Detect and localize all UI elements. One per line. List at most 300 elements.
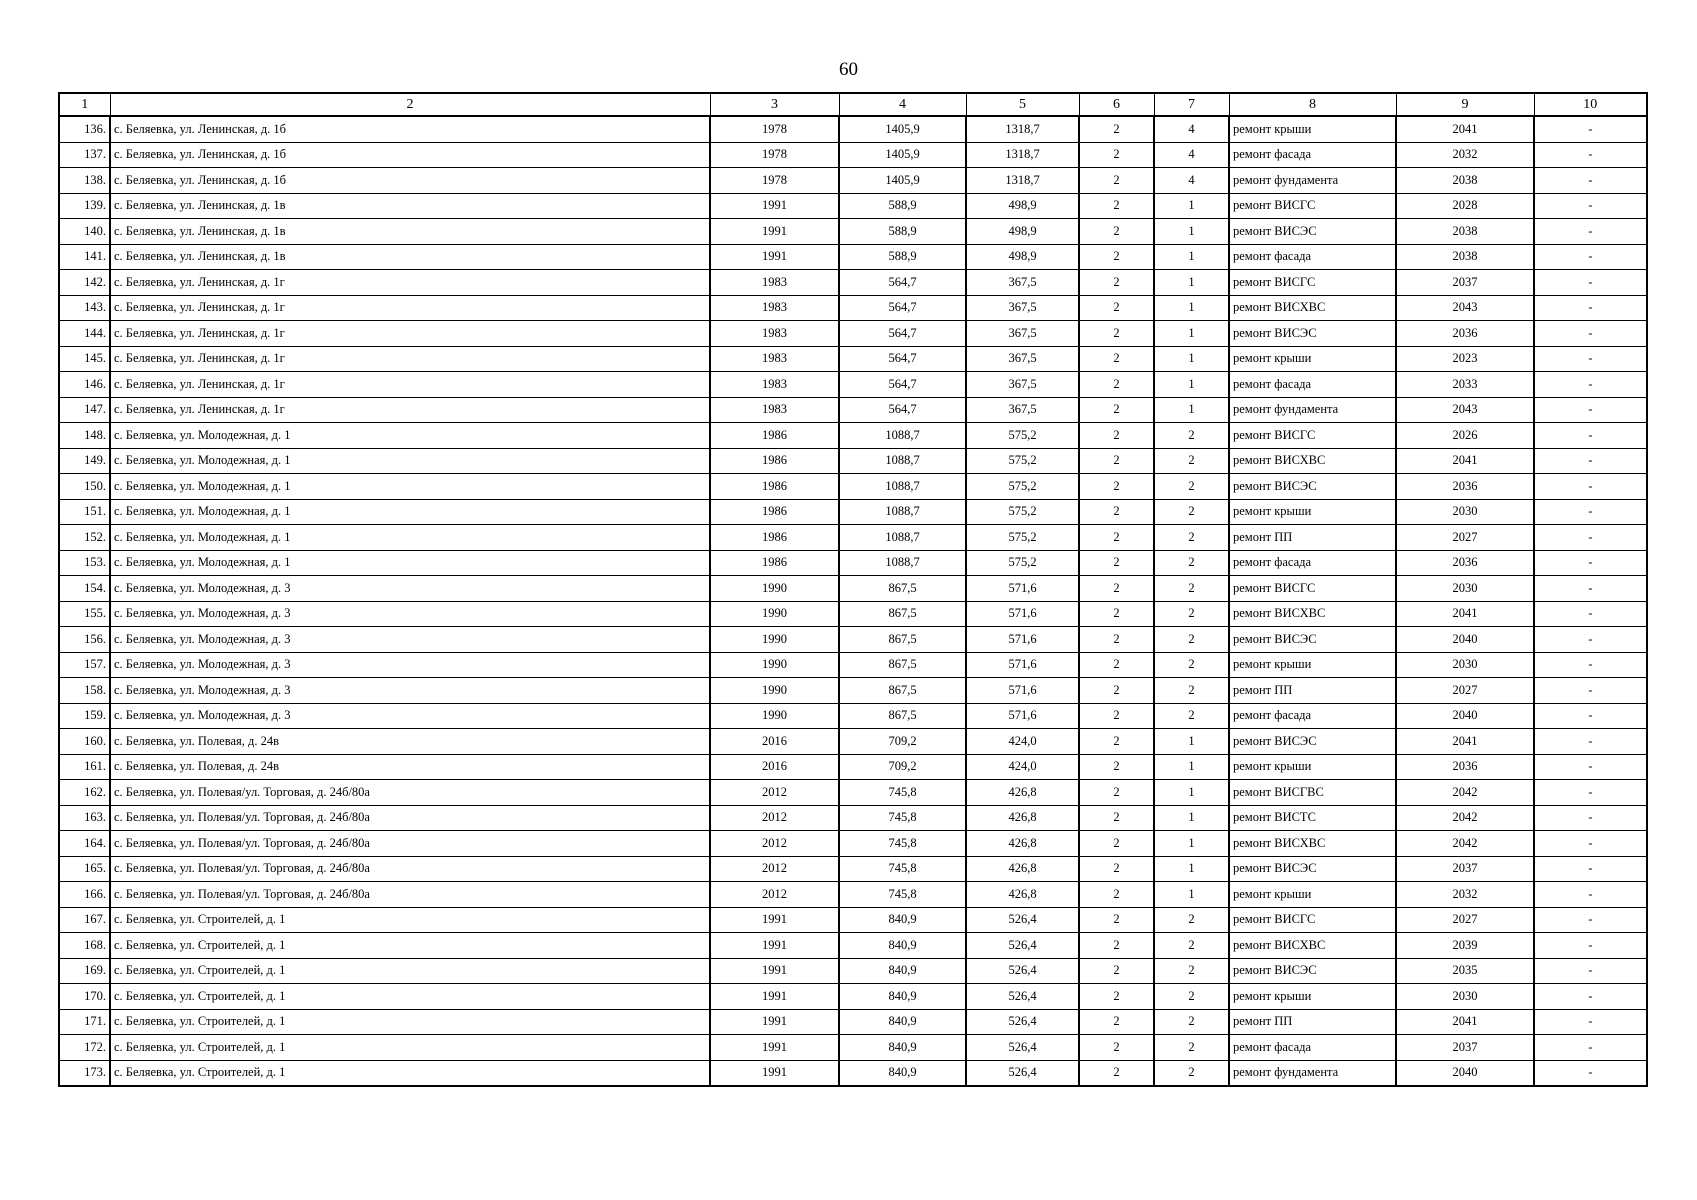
floors-cell: 2 [1079, 805, 1154, 831]
row-number-cell: 150. [59, 474, 110, 500]
build-year-cell: 1991 [710, 933, 839, 959]
planned-year-cell: 2043 [1396, 295, 1534, 321]
floors-cell: 2 [1079, 346, 1154, 372]
build-year-cell: 1983 [710, 397, 839, 423]
total-area-cell: 588,9 [839, 244, 966, 270]
planned-year-cell: 2038 [1396, 168, 1534, 194]
entrances-cell: 1 [1154, 295, 1229, 321]
note-cell: - [1534, 984, 1647, 1010]
planned-year-cell: 2041 [1396, 1009, 1534, 1035]
build-year-cell: 1991 [710, 193, 839, 219]
total-area-cell: 745,8 [839, 805, 966, 831]
repair-type-cell: ремонт ВИСЭС [1229, 627, 1396, 653]
note-cell: - [1534, 678, 1647, 704]
entrances-cell: 1 [1154, 346, 1229, 372]
repair-type-cell: ремонт крыши [1229, 116, 1396, 142]
entrances-cell: 1 [1154, 321, 1229, 347]
living-area-cell: 367,5 [966, 270, 1079, 296]
total-area-cell: 1088,7 [839, 448, 966, 474]
floors-cell: 2 [1079, 244, 1154, 270]
note-cell: - [1534, 397, 1647, 423]
floors-cell: 2 [1079, 219, 1154, 245]
address-cell: с. Беляевка, ул. Строителей, д. 1 [110, 958, 710, 984]
note-cell: - [1534, 1009, 1647, 1035]
build-year-cell: 2016 [710, 754, 839, 780]
address-cell: с. Беляевка, ул. Ленинская, д. 1г [110, 321, 710, 347]
floors-cell: 2 [1079, 576, 1154, 602]
table-row [59, 1009, 1647, 1035]
entrances-cell: 2 [1154, 984, 1229, 1010]
table-row [59, 193, 1647, 219]
total-area-cell: 1088,7 [839, 550, 966, 576]
floors-cell: 2 [1079, 168, 1154, 194]
living-area-cell: 426,8 [966, 805, 1079, 831]
note-cell: - [1534, 550, 1647, 576]
planned-year-cell: 2040 [1396, 703, 1534, 729]
row-number-cell: 146. [59, 372, 110, 398]
floors-cell: 2 [1079, 933, 1154, 959]
living-area-cell: 571,6 [966, 678, 1079, 704]
build-year-cell: 1983 [710, 295, 839, 321]
floors-cell: 2 [1079, 627, 1154, 653]
note-cell: - [1534, 754, 1647, 780]
repair-type-cell: ремонт фасада [1229, 703, 1396, 729]
living-area-cell: 498,9 [966, 193, 1079, 219]
table-row [59, 907, 1647, 933]
repair-type-cell: ремонт ВИСЭС [1229, 958, 1396, 984]
planned-year-cell: 2036 [1396, 550, 1534, 576]
note-cell: - [1534, 525, 1647, 551]
note-cell: - [1534, 601, 1647, 627]
build-year-cell: 2012 [710, 780, 839, 806]
living-area-cell: 367,5 [966, 295, 1079, 321]
build-year-cell: 1978 [710, 168, 839, 194]
build-year-cell: 1983 [710, 372, 839, 398]
table-row [59, 601, 1647, 627]
repair-type-cell: ремонт ПП [1229, 678, 1396, 704]
planned-year-cell: 2042 [1396, 831, 1534, 857]
entrances-cell: 1 [1154, 729, 1229, 755]
total-area-cell: 709,2 [839, 729, 966, 755]
planned-year-cell: 2041 [1396, 601, 1534, 627]
column-number-header-row [59, 93, 1647, 116]
row-number-cell: 138. [59, 168, 110, 194]
entrances-cell: 2 [1154, 448, 1229, 474]
row-number-cell: 136. [59, 116, 110, 142]
total-area-cell: 564,7 [839, 321, 966, 347]
table-row [59, 423, 1647, 449]
total-area-cell: 1405,9 [839, 116, 966, 142]
address-cell: с. Беляевка, ул. Полевая, д. 24в [110, 729, 710, 755]
entrances-cell: 2 [1154, 1009, 1229, 1035]
row-number-cell: 170. [59, 984, 110, 1010]
total-area-cell: 745,8 [839, 882, 966, 908]
build-year-cell: 1978 [710, 116, 839, 142]
row-number-cell: 142. [59, 270, 110, 296]
living-area-cell: 526,4 [966, 984, 1079, 1010]
total-area-cell: 588,9 [839, 193, 966, 219]
address-cell: с. Беляевка, ул. Ленинская, д. 1б [110, 142, 710, 168]
table-row [59, 168, 1647, 194]
table-row [59, 652, 1647, 678]
planned-year-cell: 2039 [1396, 933, 1534, 959]
address-cell: с. Беляевка, ул. Полевая/ул. Торговая, д. 24б/80а [110, 856, 710, 882]
entrances-cell: 2 [1154, 652, 1229, 678]
note-cell: - [1534, 372, 1647, 398]
entrances-cell: 1 [1154, 831, 1229, 857]
floors-cell: 2 [1079, 295, 1154, 321]
table-row [59, 1060, 1647, 1086]
row-number-cell: 159. [59, 703, 110, 729]
note-cell: - [1534, 499, 1647, 525]
address-cell: с. Беляевка, ул. Молодежная, д. 1 [110, 474, 710, 500]
table-row [59, 729, 1647, 755]
living-area-cell: 571,6 [966, 652, 1079, 678]
column-header-1: 1 [59, 93, 110, 116]
entrances-cell: 1 [1154, 244, 1229, 270]
planned-year-cell: 2043 [1396, 397, 1534, 423]
build-year-cell: 1978 [710, 142, 839, 168]
entrances-cell: 2 [1154, 627, 1229, 653]
floors-cell: 2 [1079, 193, 1154, 219]
address-cell: с. Беляевка, ул. Молодежная, д. 3 [110, 627, 710, 653]
note-cell: - [1534, 652, 1647, 678]
planned-year-cell: 2030 [1396, 652, 1534, 678]
address-cell: с. Беляевка, ул. Ленинская, д. 1г [110, 270, 710, 296]
living-area-cell: 426,8 [966, 882, 1079, 908]
note-cell: - [1534, 219, 1647, 245]
row-number-cell: 141. [59, 244, 110, 270]
floors-cell: 2 [1079, 1060, 1154, 1086]
table-row [59, 321, 1647, 347]
living-area-cell: 575,2 [966, 525, 1079, 551]
repair-type-cell: ремонт ВИСГВС [1229, 780, 1396, 806]
row-number-cell: 166. [59, 882, 110, 908]
build-year-cell: 2012 [710, 805, 839, 831]
planned-year-cell: 2023 [1396, 346, 1534, 372]
row-number-cell: 156. [59, 627, 110, 653]
table-row [59, 499, 1647, 525]
living-area-cell: 367,5 [966, 397, 1079, 423]
repair-type-cell: ремонт ВИСХВС [1229, 831, 1396, 857]
living-area-cell: 426,8 [966, 831, 1079, 857]
table-row [59, 448, 1647, 474]
repair-type-cell: ремонт ВИСЭС [1229, 321, 1396, 347]
living-area-cell: 571,6 [966, 703, 1079, 729]
note-cell: - [1534, 958, 1647, 984]
planned-year-cell: 2042 [1396, 805, 1534, 831]
entrances-cell: 1 [1154, 397, 1229, 423]
total-area-cell: 564,7 [839, 372, 966, 398]
build-year-cell: 1983 [710, 321, 839, 347]
planned-year-cell: 2028 [1396, 193, 1534, 219]
repair-type-cell: ремонт фасада [1229, 550, 1396, 576]
table-row [59, 933, 1647, 959]
note-cell: - [1534, 244, 1647, 270]
row-number-cell: 154. [59, 576, 110, 602]
entrances-cell: 2 [1154, 678, 1229, 704]
build-year-cell: 1986 [710, 525, 839, 551]
note-cell: - [1534, 1035, 1647, 1061]
address-cell: с. Беляевка, ул. Молодежная, д. 3 [110, 678, 710, 704]
planned-year-cell: 2036 [1396, 321, 1534, 347]
floors-cell: 2 [1079, 882, 1154, 908]
build-year-cell: 1983 [710, 270, 839, 296]
entrances-cell: 2 [1154, 423, 1229, 449]
row-number-cell: 163. [59, 805, 110, 831]
floors-cell: 2 [1079, 729, 1154, 755]
column-header-3: 3 [710, 93, 839, 116]
column-header-8: 8 [1229, 93, 1396, 116]
note-cell: - [1534, 346, 1647, 372]
living-area-cell: 1318,7 [966, 142, 1079, 168]
address-cell: с. Беляевка, ул. Молодежная, д. 1 [110, 550, 710, 576]
total-area-cell: 745,8 [839, 831, 966, 857]
floors-cell: 2 [1079, 270, 1154, 296]
total-area-cell: 840,9 [839, 933, 966, 959]
build-year-cell: 1991 [710, 219, 839, 245]
note-cell: - [1534, 193, 1647, 219]
floors-cell: 2 [1079, 397, 1154, 423]
planned-year-cell: 2026 [1396, 423, 1534, 449]
repair-type-cell: ремонт ВИСХВС [1229, 448, 1396, 474]
table-row [59, 397, 1647, 423]
floors-cell: 2 [1079, 601, 1154, 627]
living-area-cell: 575,2 [966, 499, 1079, 525]
repair-type-cell: ремонт фасада [1229, 142, 1396, 168]
address-cell: с. Беляевка, ул. Молодежная, д. 3 [110, 703, 710, 729]
build-year-cell: 1991 [710, 958, 839, 984]
repair-type-cell: ремонт ВИСГС [1229, 576, 1396, 602]
row-number-cell: 172. [59, 1035, 110, 1061]
table-row [59, 372, 1647, 398]
row-number-cell: 171. [59, 1009, 110, 1035]
entrances-cell: 1 [1154, 372, 1229, 398]
entrances-cell: 4 [1154, 168, 1229, 194]
floors-cell: 2 [1079, 754, 1154, 780]
entrances-cell: 2 [1154, 933, 1229, 959]
planned-year-cell: 2030 [1396, 984, 1534, 1010]
build-year-cell: 2012 [710, 882, 839, 908]
total-area-cell: 564,7 [839, 397, 966, 423]
column-header-5: 5 [966, 93, 1079, 116]
total-area-cell: 588,9 [839, 219, 966, 245]
floors-cell: 2 [1079, 703, 1154, 729]
planned-year-cell: 2037 [1396, 1035, 1534, 1061]
entrances-cell: 1 [1154, 219, 1229, 245]
note-cell: - [1534, 576, 1647, 602]
row-number-cell: 169. [59, 958, 110, 984]
total-area-cell: 840,9 [839, 907, 966, 933]
row-number-cell: 137. [59, 142, 110, 168]
total-area-cell: 867,5 [839, 703, 966, 729]
table-row [59, 805, 1647, 831]
build-year-cell: 1986 [710, 499, 839, 525]
planned-year-cell: 2035 [1396, 958, 1534, 984]
floors-cell: 2 [1079, 525, 1154, 551]
planned-year-cell: 2032 [1396, 142, 1534, 168]
entrances-cell: 2 [1154, 525, 1229, 551]
repair-type-cell: ремонт ВИСХВС [1229, 933, 1396, 959]
total-area-cell: 745,8 [839, 780, 966, 806]
planned-year-cell: 2027 [1396, 907, 1534, 933]
build-year-cell: 1990 [710, 703, 839, 729]
table-row [59, 1035, 1647, 1061]
total-area-cell: 840,9 [839, 958, 966, 984]
living-area-cell: 526,4 [966, 1060, 1079, 1086]
repair-type-cell: ремонт крыши [1229, 882, 1396, 908]
floors-cell: 2 [1079, 448, 1154, 474]
row-number-cell: 165. [59, 856, 110, 882]
total-area-cell: 867,5 [839, 576, 966, 602]
living-area-cell: 526,4 [966, 1009, 1079, 1035]
repair-type-cell: ремонт фасада [1229, 244, 1396, 270]
total-area-cell: 1088,7 [839, 474, 966, 500]
total-area-cell: 1405,9 [839, 142, 966, 168]
address-cell: с. Беляевка, ул. Молодежная, д. 3 [110, 601, 710, 627]
planned-year-cell: 2041 [1396, 448, 1534, 474]
repair-type-cell: ремонт ВИСГС [1229, 270, 1396, 296]
repair-schedule-table [58, 92, 1648, 1087]
address-cell: с. Беляевка, ул. Ленинская, д. 1г [110, 372, 710, 398]
total-area-cell: 840,9 [839, 1060, 966, 1086]
total-area-cell: 564,7 [839, 270, 966, 296]
floors-cell: 2 [1079, 856, 1154, 882]
living-area-cell: 367,5 [966, 346, 1079, 372]
column-header-7: 7 [1154, 93, 1229, 116]
note-cell: - [1534, 703, 1647, 729]
row-number-cell: 164. [59, 831, 110, 857]
build-year-cell: 1990 [710, 576, 839, 602]
living-area-cell: 424,0 [966, 754, 1079, 780]
table-body [59, 116, 1647, 1086]
planned-year-cell: 2041 [1396, 116, 1534, 142]
row-number-cell: 168. [59, 933, 110, 959]
build-year-cell: 1991 [710, 244, 839, 270]
entrances-cell: 1 [1154, 193, 1229, 219]
address-cell: с. Беляевка, ул. Ленинская, д. 1г [110, 295, 710, 321]
note-cell: - [1534, 627, 1647, 653]
planned-year-cell: 2032 [1396, 882, 1534, 908]
address-cell: с. Беляевка, ул. Строителей, д. 1 [110, 1009, 710, 1035]
note-cell: - [1534, 805, 1647, 831]
column-header-4: 4 [839, 93, 966, 116]
planned-year-cell: 2030 [1396, 576, 1534, 602]
address-cell: с. Беляевка, ул. Молодежная, д. 1 [110, 448, 710, 474]
repair-type-cell: ремонт ВИСЭС [1229, 219, 1396, 245]
row-number-cell: 162. [59, 780, 110, 806]
floors-cell: 2 [1079, 678, 1154, 704]
floors-cell: 2 [1079, 652, 1154, 678]
row-number-cell: 140. [59, 219, 110, 245]
table-row [59, 270, 1647, 296]
address-cell: с. Беляевка, ул. Полевая/ул. Торговая, д. 24б/80а [110, 805, 710, 831]
table-row [59, 958, 1647, 984]
table-row [59, 703, 1647, 729]
table-row [59, 219, 1647, 245]
living-area-cell: 367,5 [966, 321, 1079, 347]
build-year-cell: 1990 [710, 601, 839, 627]
build-year-cell: 2012 [710, 831, 839, 857]
column-header-9: 9 [1396, 93, 1534, 116]
planned-year-cell: 2042 [1396, 780, 1534, 806]
table-row [59, 346, 1647, 372]
floors-cell: 2 [1079, 474, 1154, 500]
build-year-cell: 1983 [710, 346, 839, 372]
repair-type-cell: ремонт ВИСТС [1229, 805, 1396, 831]
build-year-cell: 2012 [710, 856, 839, 882]
total-area-cell: 867,5 [839, 601, 966, 627]
address-cell: с. Беляевка, ул. Полевая/ул. Торговая, д. 24б/80а [110, 882, 710, 908]
column-header-10: 10 [1534, 93, 1647, 116]
row-number-cell: 160. [59, 729, 110, 755]
living-area-cell: 526,4 [966, 933, 1079, 959]
entrances-cell: 2 [1154, 601, 1229, 627]
entrances-cell: 4 [1154, 116, 1229, 142]
table-row [59, 525, 1647, 551]
repair-type-cell: ремонт ВИСЭС [1229, 729, 1396, 755]
address-cell: с. Беляевка, ул. Ленинская, д. 1в [110, 244, 710, 270]
repair-type-cell: ремонт ВИСЭС [1229, 856, 1396, 882]
address-cell: с. Беляевка, ул. Полевая/ул. Торговая, д. 24б/80а [110, 831, 710, 857]
row-number-cell: 151. [59, 499, 110, 525]
living-area-cell: 571,6 [966, 601, 1079, 627]
row-number-cell: 167. [59, 907, 110, 933]
table-row [59, 576, 1647, 602]
note-cell: - [1534, 321, 1647, 347]
living-area-cell: 575,2 [966, 448, 1079, 474]
floors-cell: 2 [1079, 550, 1154, 576]
repair-type-cell: ремонт фасада [1229, 1035, 1396, 1061]
address-cell: с. Беляевка, ул. Полевая/ул. Торговая, д. 24б/80а [110, 780, 710, 806]
total-area-cell: 867,5 [839, 627, 966, 653]
address-cell: с. Беляевка, ул. Ленинская, д. 1б [110, 116, 710, 142]
note-cell: - [1534, 270, 1647, 296]
table-row [59, 295, 1647, 321]
note-cell: - [1534, 729, 1647, 755]
note-cell: - [1534, 856, 1647, 882]
table-row [59, 882, 1647, 908]
note-cell: - [1534, 1060, 1647, 1086]
row-number-cell: 158. [59, 678, 110, 704]
planned-year-cell: 2038 [1396, 244, 1534, 270]
address-cell: с. Беляевка, ул. Молодежная, д. 1 [110, 525, 710, 551]
repair-type-cell: ремонт крыши [1229, 346, 1396, 372]
planned-year-cell: 2030 [1396, 499, 1534, 525]
build-year-cell: 1991 [710, 1060, 839, 1086]
floors-cell: 2 [1079, 321, 1154, 347]
column-header-2: 2 [110, 93, 710, 116]
planned-year-cell: 2036 [1396, 754, 1534, 780]
planned-year-cell: 2036 [1396, 474, 1534, 500]
row-number-cell: 143. [59, 295, 110, 321]
total-area-cell: 709,2 [839, 754, 966, 780]
address-cell: с. Беляевка, ул. Ленинская, д. 1в [110, 193, 710, 219]
living-area-cell: 424,0 [966, 729, 1079, 755]
repair-type-cell: ремонт фундамента [1229, 168, 1396, 194]
living-area-cell: 575,2 [966, 474, 1079, 500]
repair-type-cell: ремонт фундамента [1229, 397, 1396, 423]
living-area-cell: 575,2 [966, 423, 1079, 449]
note-cell: - [1534, 933, 1647, 959]
note-cell: - [1534, 882, 1647, 908]
address-cell: с. Беляевка, ул. Строителей, д. 1 [110, 1060, 710, 1086]
repair-type-cell: ремонт крыши [1229, 984, 1396, 1010]
floors-cell: 2 [1079, 831, 1154, 857]
entrances-cell: 2 [1154, 474, 1229, 500]
note-cell: - [1534, 448, 1647, 474]
total-area-cell: 840,9 [839, 1035, 966, 1061]
